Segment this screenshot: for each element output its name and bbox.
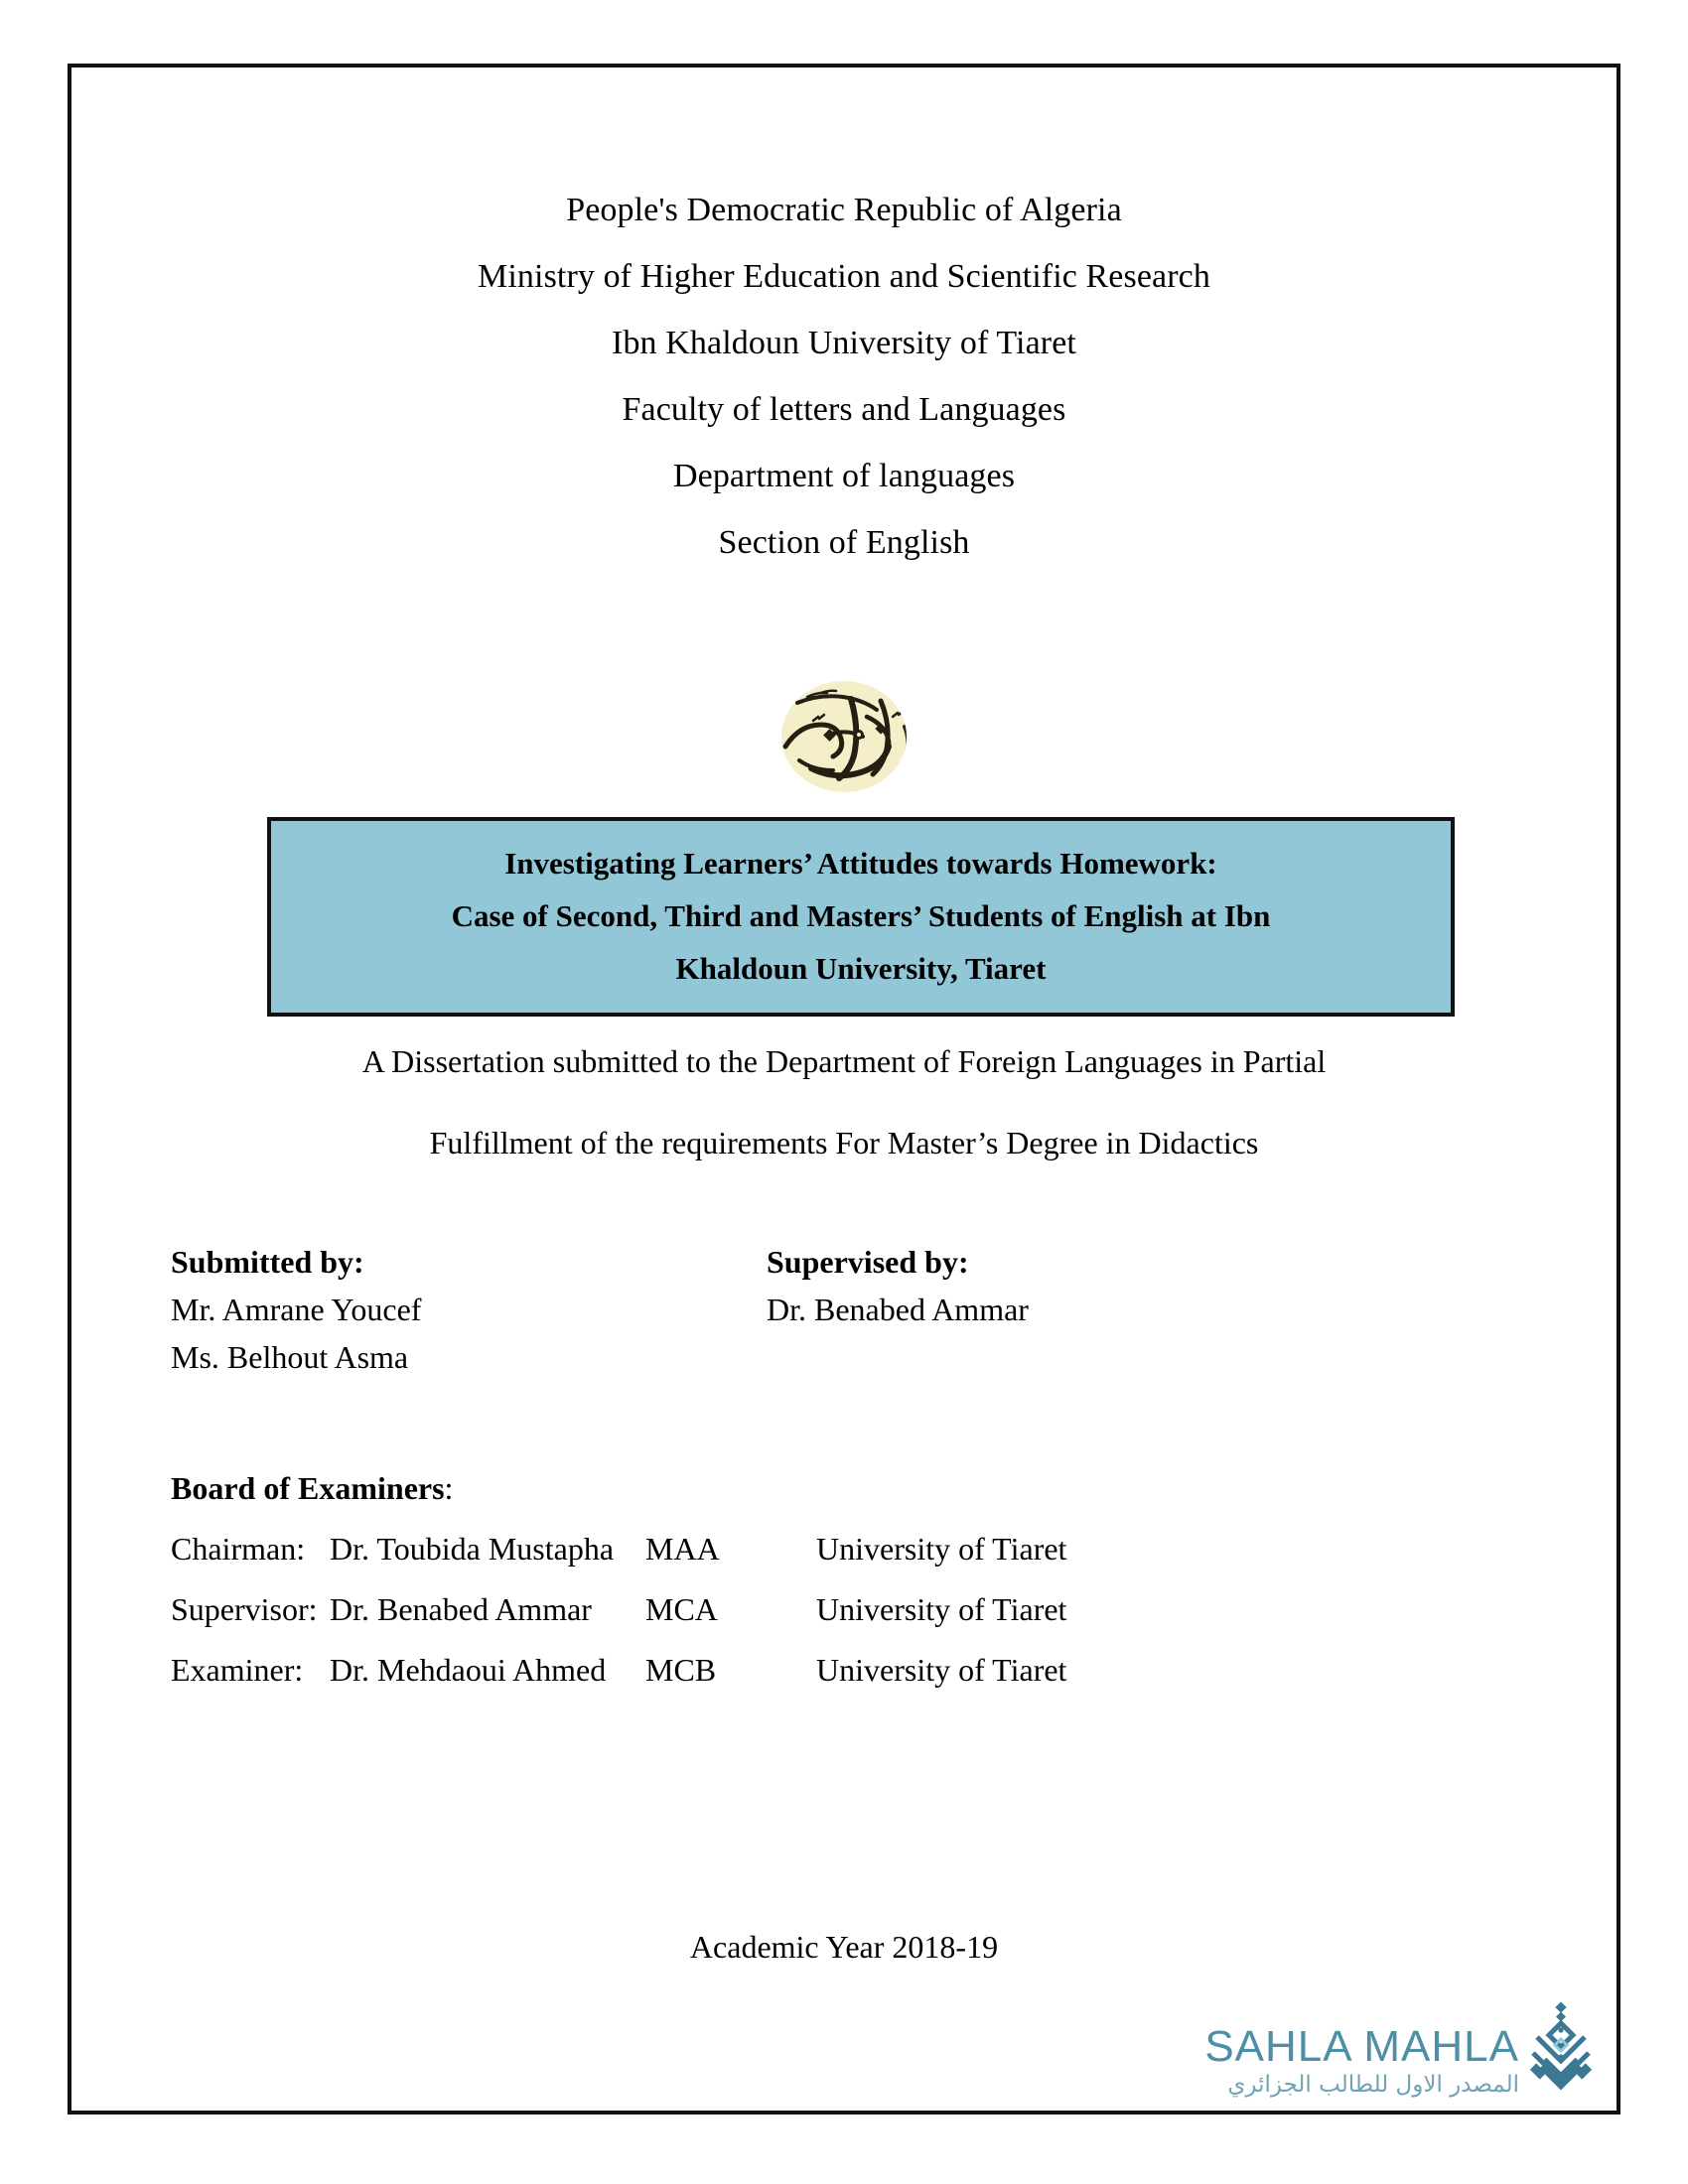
- examiner-rank-chairman: MAA: [645, 1531, 720, 1567]
- board-of-examiners-block: [171, 1470, 1531, 1712]
- institution-line-ministry: Ministry of Higher Education and Scientific Research: [478, 258, 1210, 295]
- examiner-name-supervisor: Dr. Benabed Ammar: [330, 1591, 592, 1627]
- institution-line-section: Section of English: [718, 524, 970, 561]
- examiner-institution-examiner: University of Tiaret: [816, 1652, 1067, 1688]
- board-of-examiners-heading-text: Board of Examiners: [171, 1470, 445, 1506]
- credits-heading-row: [171, 1244, 1531, 1292]
- academic-year: Academic Year 2018-19: [689, 1929, 999, 1965]
- credits-row-second: [171, 1339, 1531, 1387]
- examiner-rank-examiner: MCB: [645, 1652, 717, 1688]
- page-content: [71, 68, 1617, 2111]
- board-of-examiners-table: [171, 1531, 1134, 1712]
- institution-line-faculty: Faculty of letters and Languages: [622, 391, 1066, 428]
- board-of-examiners-heading-colon: :: [444, 1470, 454, 1506]
- credits-block: [171, 1244, 1531, 1387]
- supervisor-name: Dr. Benabed Ammar: [767, 1292, 1029, 1327]
- supervised-by-label: Supervised by:: [767, 1244, 969, 1280]
- watermark-text: [1204, 2022, 1519, 2098]
- institution-line-department: Department of languages: [672, 458, 1016, 494]
- watermark-title: SAHLA MAHLA: [1204, 2022, 1519, 2071]
- sahla-mahla-ornament-icon: [1527, 2001, 1595, 2097]
- examiner-role-examiner: Examiner:: [171, 1652, 304, 1688]
- title-line-1: Investigating Learners’ Attitudes towards Homework:: [504, 846, 1217, 881]
- submitted-name-2: Ms. Belhout Asma: [171, 1339, 409, 1375]
- dissertation-statement-line-1: A Dissertation submitted to the Department of Foreign Languages in Partial: [361, 1043, 1327, 1079]
- sahla-mahla-watermark: [1204, 2001, 1595, 2097]
- dissertation-title-box: [267, 817, 1455, 1017]
- dissertation-statement-line-2: Fulfillment of the requirements For Master’s Degree in Didactics: [429, 1125, 1259, 1160]
- submitted-name-1: Mr. Amrane Youcef: [171, 1292, 422, 1327]
- examiner-role-supervisor: Supervisor:: [171, 1591, 318, 1627]
- examiner-institution-supervisor: University of Tiaret: [816, 1591, 1067, 1627]
- submitted-by-label: Submitted by:: [171, 1244, 364, 1280]
- examiner-name-chairman: Dr. Toubida Mustapha: [330, 1531, 615, 1567]
- table-row: [171, 1531, 1134, 1591]
- title-line-3: Khaldoun University, Tiaret: [675, 951, 1047, 986]
- examiner-institution-chairman: University of Tiaret: [816, 1531, 1067, 1567]
- examiner-name-examiner: Dr. Mehdaoui Ahmed: [330, 1652, 607, 1688]
- dissertation-statement: [71, 1025, 1617, 1178]
- page-border-frame: [68, 64, 1620, 2115]
- examiner-role-chairman: Chairman:: [171, 1531, 306, 1567]
- university-seal-logo: [756, 673, 932, 800]
- examiner-rank-supervisor: MCA: [645, 1591, 718, 1627]
- title-line-2: Case of Second, Third and Masters’ Students of English at Ibn: [451, 898, 1271, 933]
- institution-line-university: Ibn Khaldoun University of Tiaret: [612, 325, 1076, 361]
- institution-line-country: People's Democratic Republic of Algeria: [566, 192, 1122, 228]
- table-row: [171, 1652, 1134, 1712]
- credits-row-first: [171, 1292, 1531, 1339]
- board-of-examiners-heading: [171, 1470, 1531, 1507]
- table-row: [171, 1591, 1134, 1652]
- watermark-subtitle-arabic: المصدر الاول للطالب الجزائري: [1227, 2072, 1519, 2098]
- institution-header: [71, 177, 1617, 576]
